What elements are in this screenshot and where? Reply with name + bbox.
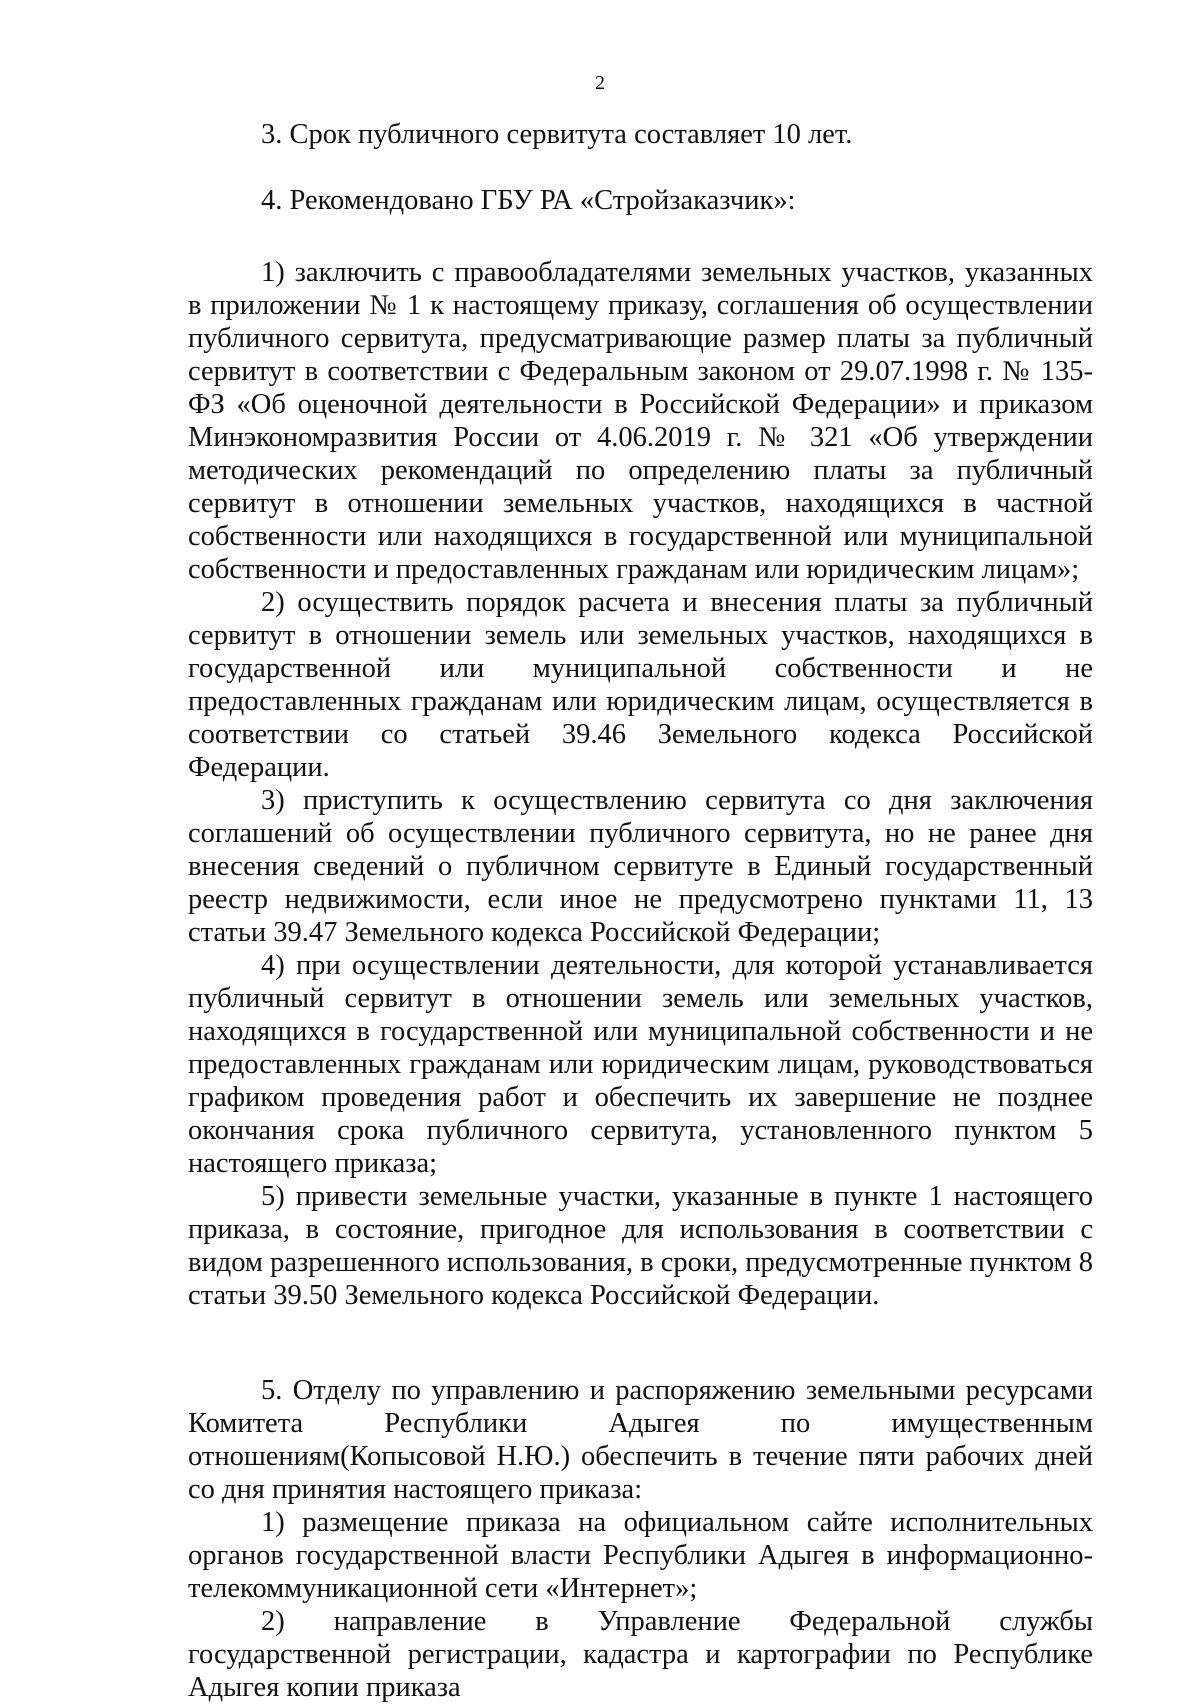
page-number: 2 (595, 72, 605, 94)
clause-3-servitude-term: 3. Срок публичного сервитута составляет 10 лет. (261, 119, 853, 150)
clause-4-item-2: 2) осуществить порядок расчета и внесения платы за публичный сервитут в отношении земель или земельных участков, находящихся в государственной или муниципальной собственности и не предоставленных гражданам или юридическим лицам, осуществляется в соответствии со статьей 39.46 Земельного кодекса Российской Федерации. (188, 587, 1093, 783)
clause-5-item-1: 1) размещение приказа на официальном сайте исполнительных органов государственной власти Республики Адыгея в информационно-телекоммуникационной сети «Интернет»; (188, 1507, 1093, 1604)
clause-5-item-2: 2) направление в Управление Федеральной службы государственной регистрации, кадастра и картографии по Республике Адыгея копии приказа (188, 1606, 1093, 1703)
clause-4-item-3: 3) приступить к осуществлению сервитута со дня заключения соглашений об осуществлении публичного сервитута, но не ранее дня внесения сведений о публичном сервитуте в Единый государственный реестр недвижимости, если иное не предусмотрено пунктами 11, 13 статьи 39.47 Земельного кодекса Российской Федерации; (188, 785, 1093, 948)
clause-4-recommendation-heading: 4. Рекомендовано ГБУ РА «Стройзаказчик»: (261, 185, 796, 216)
document-body (188, 118, 1093, 1704)
clause-4-item-4: 4) при осуществлении деятельности, для которой устанавливается публичный сервитут в отношении земель или земельных участков, находящихся в государственной или муниципальной собственности и не предоставленных гражданам или юридическим лицам, руководствоваться графиком проведения работ и обеспечить их завершение не позднее окончания срока публичного сервитута, установленного пунктом 5 настоящего приказа; (188, 950, 1093, 1179)
clause-4-item-1: 1) заключить с правообладателями земельных участков, указанных в приложении № 1 к настоящему приказу, соглашения об осуществлении публичного сервитута, предусматривающие размер платы за публичный сервитут в соответствии с Федеральным законом от 29.07.1998 г. № 135-ФЗ «Об оценочной деятельности в Российской Федерации» и приказом Минэкономразвития России от 4.06.2019 г. № 321 «Об утверждении методических рекомендаций по определению платы за публичный сервитут в отношении земельных участков, находящихся в частной собственности или находящихся в государственной или муниципальной собственности и предоставленных гражданам или юридическим лицам»; (188, 257, 1093, 585)
clause-5-department-instruction: 5. Отделу по управлению и распоряжению земельными ресурсами Комитета Республики Адыгея по имущественным отношениям(Копысовой Н.Ю.) обеспечить в течение пяти рабочих дней со дня принятия настоящего приказа: (188, 1375, 1093, 1505)
clause-4-item-5: 5) привести земельные участки, указанные в пункте 1 настоящего приказа, в состояние, пригодное для использования в соответствии с видом разрешенного использования, в сроки, предусмотренные пунктом 8 статьи 39.50 Земельного кодекса Российской Федерации. (188, 1181, 1093, 1311)
